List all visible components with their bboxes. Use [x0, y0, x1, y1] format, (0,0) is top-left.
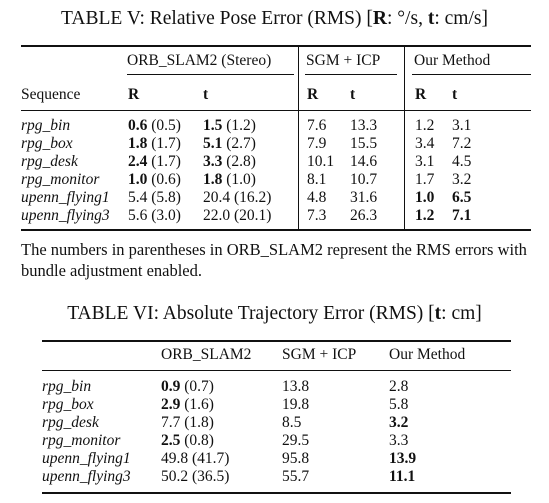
orb-t-ba-value: (20.1) [234, 207, 272, 224]
orb-R-value: 1.0 [128, 171, 148, 188]
table5-orb-R [128, 135, 181, 153]
table5-our-group-rule [412, 74, 531, 75]
table6-seq: rpg_monitor [42, 432, 121, 449]
table6-caption-prefix: TABLE VI: Absolute Trajectory Error (RMS) [ [67, 303, 435, 324]
orb-t-value: 20.4 [203, 189, 231, 206]
table6-our: 3.3 [389, 432, 409, 449]
table6-sgm: 95.8 [282, 450, 310, 467]
table5-orb-t [203, 171, 256, 189]
table6-our: 2.8 [389, 378, 409, 395]
orb-value: 2.5 [161, 432, 181, 449]
table5-vsep-2 [404, 46, 405, 229]
table5-caption-t: t [427, 8, 435, 29]
table5-caption-suffix: : cm/s] [434, 8, 488, 29]
table5-orb-R [128, 171, 181, 189]
table6-caption-suffix: : cm] [441, 303, 482, 324]
table6-our: 3.2 [389, 414, 409, 431]
orb-value: 2.9 [161, 396, 181, 413]
table5-note: The numbers in parentheses in ORB_SLAM2 represent the RMS errors with bundle adjustment enabled. [21, 240, 527, 280]
table5-vsep-1 [298, 46, 299, 229]
table5-seq: rpg_box [21, 135, 73, 152]
table5-orb-t [203, 117, 256, 135]
table5-sgm-R: 7.9 [307, 135, 327, 152]
table6-our: 5.8 [389, 396, 409, 413]
orb-R-ba-value: (3.0) [151, 207, 181, 224]
table6-our: 11.1 [389, 468, 416, 485]
table5-seq: rpg_desk [21, 153, 78, 170]
orb-t-ba-value: (16.2) [234, 189, 272, 206]
table5-sgm-t: 14.6 [350, 153, 378, 170]
table6-sgm: 19.8 [282, 396, 310, 413]
table5-seq: upenn_flying1 [21, 189, 110, 206]
orb-R-ba-value: (0.5) [151, 117, 181, 134]
table5-our-R: 1.0 [415, 189, 435, 206]
table5-our-t: 3.2 [452, 171, 472, 188]
table5-our-t: 4.5 [452, 153, 472, 170]
table5-subheader-our-t: t [452, 86, 458, 103]
orb-R-value: 0.6 [128, 117, 148, 134]
table6-orb [161, 414, 214, 432]
table5-sgm-R: 7.6 [307, 117, 327, 134]
table6-sgm: 29.5 [282, 432, 310, 449]
orb-R-value: 5.6 [128, 207, 148, 224]
table6-bottom-rule [42, 492, 511, 494]
table6-seq: rpg_box [42, 396, 94, 413]
table5-our-R: 1.2 [415, 117, 435, 134]
table5-our-R: 1.2 [415, 207, 435, 224]
orb-value: 50.2 [161, 468, 189, 485]
table5-caption [0, 8, 549, 30]
orb-value: 49.8 [161, 450, 189, 467]
table5-orb-t [203, 207, 271, 225]
table6-seq: rpg_desk [42, 414, 99, 431]
orb-ba-value: (41.7) [192, 450, 230, 467]
table5-subheader-sgm-t: t [350, 86, 356, 103]
table5-top-rule [21, 45, 531, 47]
table5-subheader-sgm-R: R [307, 86, 319, 103]
table6-header-orb: ORB_SLAM2 [161, 346, 252, 363]
table6-seq: upenn_flying3 [42, 468, 131, 485]
orb-ba-value: (1.8) [184, 414, 214, 431]
table5-sgm-R: 10.1 [307, 153, 335, 170]
table6-orb [161, 450, 229, 468]
table5-sgm-R: 7.3 [307, 207, 327, 224]
orb-ba-value: (0.7) [184, 378, 214, 395]
table6-caption-t: t [434, 303, 442, 324]
orb-R-ba-value: (0.6) [151, 171, 181, 188]
table5-seq: upenn_flying3 [21, 207, 110, 224]
table5-our-R: 3.1 [415, 153, 435, 170]
table5-seq: rpg_monitor [21, 171, 100, 188]
table6-orb [161, 378, 214, 396]
table5-our-t: 6.5 [452, 189, 472, 206]
orb-ba-value: (36.5) [192, 468, 230, 485]
table6-our: 13.9 [389, 450, 417, 467]
table5-header-rule [21, 110, 531, 111]
orb-t-value: 1.5 [203, 117, 223, 134]
orb-ba-value: (1.6) [184, 396, 214, 413]
table5-sgm-R: 4.8 [307, 189, 327, 206]
orb-t-value: 3.3 [203, 153, 223, 170]
table5-orb-t [203, 153, 256, 171]
table6-orb [161, 396, 214, 414]
table6-caption [0, 303, 549, 325]
table5-sgm-R: 8.1 [307, 171, 327, 188]
table5-orb-R [128, 117, 181, 135]
orb-t-value: 5.1 [203, 135, 223, 152]
table6-sgm: 13.8 [282, 378, 310, 395]
orb-value: 0.9 [161, 378, 181, 395]
table5-sgm-t: 31.6 [350, 189, 378, 206]
orb-R-ba-value: (1.7) [151, 153, 181, 170]
table6-sgm: 8.5 [282, 414, 302, 431]
table5-orb-R [128, 153, 181, 171]
table5-sgm-t: 10.7 [350, 171, 378, 188]
table6-sgm: 55.7 [282, 468, 310, 485]
table5-seq: rpg_bin [21, 117, 71, 134]
table6-header-our: Our Method [389, 346, 466, 363]
orb-t-value: 1.8 [203, 171, 223, 188]
orb-t-ba-value: (2.8) [226, 153, 256, 170]
table6-header-sgm: SGM + ICP [282, 346, 357, 363]
table6-orb [161, 432, 214, 450]
table6-header-rule [42, 370, 511, 371]
orb-t-ba-value: (1.2) [226, 117, 256, 134]
orb-value: 7.7 [161, 414, 181, 431]
table5-group-header-sgm: SGM + ICP [306, 52, 381, 69]
table5-sgm-t: 15.5 [350, 135, 378, 152]
table5-orb-t [203, 189, 271, 207]
orb-t-ba-value: (2.7) [226, 135, 256, 152]
table5-our-t: 7.1 [452, 207, 472, 224]
table5-subheader-our-R: R [415, 86, 427, 103]
table5-orb-R [128, 189, 181, 207]
orb-R-value: 2.4 [128, 153, 148, 170]
table5-caption-mid: : °/s, [386, 8, 428, 29]
table6-seq: rpg_bin [42, 378, 92, 395]
table5-sequence-header: Sequence [21, 86, 81, 103]
table5-sgm-t: 13.3 [350, 117, 378, 134]
table5-our-t: 7.2 [452, 135, 472, 152]
table5-orb-group-rule [127, 74, 294, 75]
table6-top-rule [42, 340, 511, 342]
table6-seq: upenn_flying1 [42, 450, 131, 467]
table5-our-R: 1.7 [415, 171, 435, 188]
table5-group-header-orb: ORB_SLAM2 (Stereo) [127, 52, 272, 69]
table5-group-header-our: Our Method [414, 52, 491, 69]
table5-sgm-group-rule [305, 74, 397, 75]
table5-caption-prefix: TABLE V: Relative Pose Error (RMS) [ [61, 8, 373, 29]
table5-orb-R [128, 207, 181, 225]
orb-R-value: 1.8 [128, 135, 148, 152]
table5-orb-t [203, 135, 256, 153]
table5-our-R: 3.4 [415, 135, 435, 152]
orb-R-value: 5.4 [128, 189, 148, 206]
table5-bottom-rule [21, 229, 531, 231]
table5-caption-R: R [372, 8, 387, 29]
orb-ba-value: (0.8) [184, 432, 214, 449]
table5-sgm-t: 26.3 [350, 207, 378, 224]
table5-subheader-orb-R: R [128, 86, 140, 103]
orb-R-ba-value: (5.8) [151, 189, 181, 206]
orb-t-ba-value: (1.0) [226, 171, 256, 188]
orb-t-value: 22.0 [203, 207, 231, 224]
table5-our-t: 3.1 [452, 117, 472, 134]
orb-R-ba-value: (1.7) [151, 135, 181, 152]
table6-orb [161, 468, 229, 486]
table5-subheader-orb-t: t [203, 86, 209, 103]
